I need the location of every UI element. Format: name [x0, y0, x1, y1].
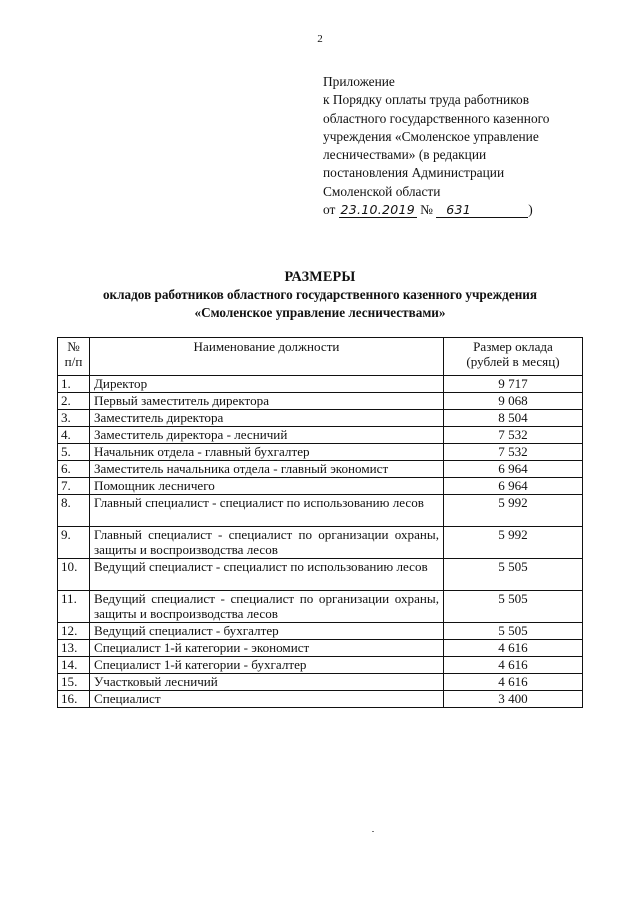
- row-number: 1.: [58, 376, 90, 393]
- table-row: [58, 591, 583, 623]
- decree-date-handwritten: 23.10.2019: [340, 202, 416, 218]
- header-salary: [444, 338, 583, 376]
- position-name: Помощник лесничего: [90, 478, 444, 495]
- table-row: [58, 478, 583, 495]
- header-number-line2: п/п: [64, 354, 83, 369]
- salary-value: 9 717: [444, 376, 583, 393]
- salary-value: 4 616: [444, 657, 583, 674]
- position-name: Заместитель директора - лесничий: [90, 427, 444, 444]
- table-row: [58, 623, 583, 640]
- header-number: [58, 338, 90, 376]
- row-number: 12.: [58, 623, 90, 640]
- title-line-3: «Смоленское управление лесничествами»: [194, 305, 446, 320]
- decree-number-handwritten: 631: [446, 202, 471, 218]
- header-number-line1: №: [67, 339, 80, 354]
- salary-value: 7 532: [444, 444, 583, 461]
- row-number: 2.: [58, 393, 90, 410]
- row-number: 7.: [58, 478, 90, 495]
- table-row: [58, 691, 583, 708]
- header-salary-line2: (рублей в месяц): [466, 354, 560, 369]
- row-number: 8.: [58, 495, 90, 527]
- table-row: [58, 444, 583, 461]
- position-name: Главный специалист - специалист по организации охраны, защиты и воспроизводства лесов: [90, 527, 444, 559]
- row-number: 9.: [58, 527, 90, 559]
- appendix-block: [323, 73, 623, 219]
- scan-speck: [372, 831, 374, 832]
- salary-value: 5 505: [444, 559, 583, 591]
- decree-number: [436, 202, 528, 218]
- position-name: Специалист 1-й категории - бухгалтер: [90, 657, 444, 674]
- title-line-2: окладов работников областного государственного казенного учреждения: [102, 287, 538, 302]
- close-paren: ): [528, 202, 533, 218]
- position-name: Заместитель директора: [90, 410, 444, 427]
- from-label: от: [323, 202, 336, 218]
- decree-date: [339, 202, 417, 218]
- salary-value: 5 505: [444, 623, 583, 640]
- table-row: [58, 376, 583, 393]
- salary-value: 9 068: [444, 393, 583, 410]
- appendix-line: областного государственного казенного: [323, 110, 550, 126]
- table-row: [58, 427, 583, 444]
- position-name: Ведущий специалист - специалист по использованию лесов: [90, 559, 444, 591]
- row-number: 3.: [58, 410, 90, 427]
- row-number: 11.: [58, 591, 90, 623]
- page-number: 2: [317, 33, 323, 45]
- row-number: 14.: [58, 657, 90, 674]
- appendix-line: учреждения «Смоленское управление: [323, 128, 539, 144]
- appendix-line: лесничествами» (в редакции: [323, 147, 487, 163]
- header-position-name: Наименование должности: [90, 338, 444, 376]
- salary-value: 3 400: [444, 691, 583, 708]
- table-row: [58, 559, 583, 591]
- table-row: [58, 393, 583, 410]
- appendix-line: Приложение: [323, 74, 395, 89]
- table-row: [58, 461, 583, 478]
- table-row: [58, 657, 583, 674]
- header-salary-line1: Размер оклада: [473, 339, 553, 354]
- position-name: Специалист: [90, 691, 444, 708]
- position-name: Заместитель начальника отдела - главный экономист: [90, 461, 444, 478]
- position-name: Участковый лесничий: [90, 674, 444, 691]
- position-name: Главный специалист - специалист по использованию лесов: [90, 495, 444, 527]
- salary-value: 4 616: [444, 640, 583, 657]
- row-number: 15.: [58, 674, 90, 691]
- position-name: Специалист 1-й категории - экономист: [90, 640, 444, 657]
- position-name: Директор: [90, 376, 444, 393]
- title-main: РАЗМЕРЫ: [284, 269, 356, 285]
- document-title: [0, 268, 640, 322]
- row-number: 5.: [58, 444, 90, 461]
- row-number: 6.: [58, 461, 90, 478]
- position-name: Первый заместитель директора: [90, 393, 444, 410]
- table-row: [58, 527, 583, 559]
- salary-value: 5 992: [444, 495, 583, 527]
- salary-value: 6 964: [444, 461, 583, 478]
- salary-value: 7 532: [444, 427, 583, 444]
- row-number: 13.: [58, 640, 90, 657]
- number-label: №: [420, 202, 433, 218]
- salary-value: 8 504: [444, 410, 583, 427]
- position-name: Начальник отдела - главный бухгалтер: [90, 444, 444, 461]
- row-number: 4.: [58, 427, 90, 444]
- table-row: [58, 640, 583, 657]
- appendix-line: к Порядку оплаты труда работников: [323, 92, 530, 108]
- row-number: 10.: [58, 559, 90, 591]
- salary-value: 5 505: [444, 591, 583, 623]
- row-number: 16.: [58, 691, 90, 708]
- table-header-row: [58, 338, 583, 376]
- salary-value: 5 992: [444, 527, 583, 559]
- table-row: [58, 495, 583, 527]
- table-row: [58, 410, 583, 427]
- salary-table: [57, 337, 583, 708]
- decree-reference: [323, 201, 623, 219]
- table-row: [58, 674, 583, 691]
- appendix-line: постановления Администрации: [323, 165, 505, 181]
- position-name: Ведущий специалист - бухгалтер: [90, 623, 444, 640]
- appendix-line: Смоленской области: [323, 183, 441, 199]
- position-name: Ведущий специалист - специалист по организации охраны, защиты и воспроизводства лесов: [90, 591, 444, 623]
- salary-value: 6 964: [444, 478, 583, 495]
- salary-value: 4 616: [444, 674, 583, 691]
